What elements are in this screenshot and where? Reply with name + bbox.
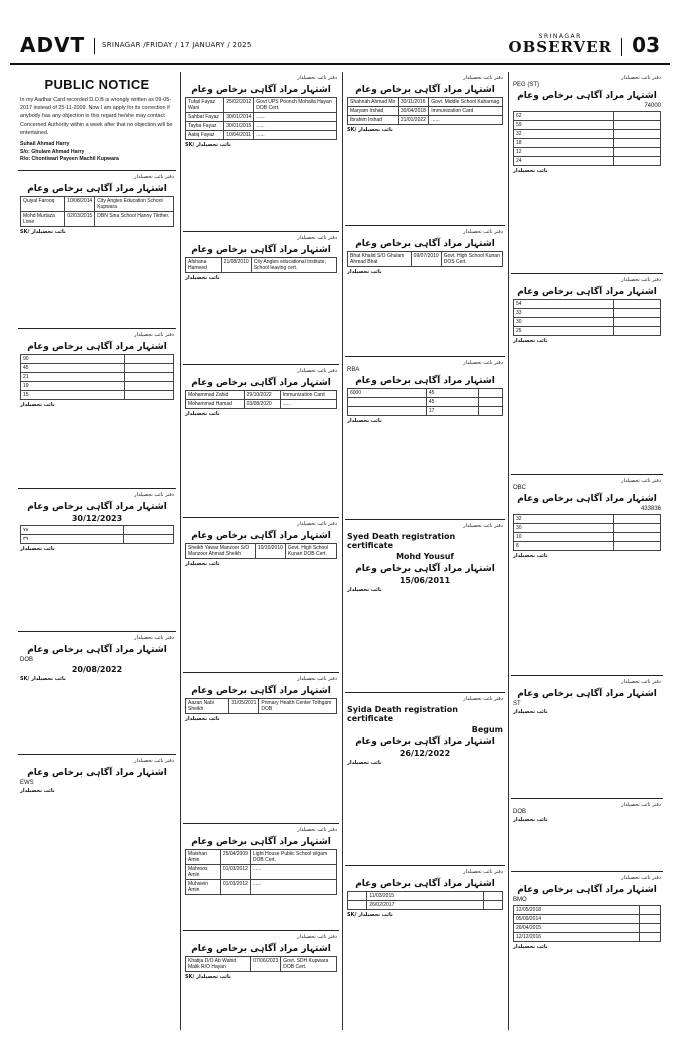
public-notice [18, 72, 176, 168]
table-row: Mahroos Amin 01/03/2012 ...... [186, 864, 337, 879]
notice-subject: دفتر نائب تحصیلدار [134, 174, 174, 180]
table-row: 62 [514, 111, 661, 120]
notice-heading: اشتہار مراد آگاہی برخاص وعام [355, 84, 495, 95]
public-notice-signature: Suhail Ahmad Harry S/o: Ghulam Ahmad Harry R/o: Chontiwari Payeen Machil Kupwara [20, 141, 119, 163]
public-notice-body: In my Aadhar Card recorded D.O.B is wrongly written as 09-05-2017 instead of 25-11-2009. Now I am apply for its correction if anybody has any objection in this regard he/she may contact Concerned Authority within a week after that no objection will be entertained. [20, 97, 173, 136]
notice-heading: اشتہار مراد آگاہی برخاص وعام [27, 501, 167, 512]
notice-signoff: SK/ نائب تحصیلدار [20, 228, 66, 235]
table-row: Afshana Hameed 21/08/2010 City Angles educational Institute, School leaving cert. [186, 257, 337, 272]
notice-table [185, 698, 337, 714]
notice [183, 823, 339, 927]
notice-heading: اشتہار مراد آگاہی برخاص وعام [355, 238, 495, 249]
notice-signoff: SK/ نائب تحصیلدار [20, 675, 66, 682]
column-2 [183, 72, 339, 1030]
notice-heading: اشتہار مراد آگاہی برخاص وعام [27, 183, 167, 194]
column-rule [508, 72, 509, 1030]
notice-subject: دفتر نائب تحصیلدار [621, 277, 661, 283]
table-row: 32 [514, 129, 661, 138]
notice-table [185, 849, 337, 895]
column-4 [511, 72, 663, 1030]
table-row: 12/05/2018 [514, 905, 661, 914]
notice-subject: دفتر نائب تحصیلدار [463, 229, 503, 235]
notice-subject: دفتر نائب تحصیلدار [463, 75, 503, 81]
table-row: Khatija D/O Ab Wahid Malik R/O Hayan 07/06/2023 Govt. SDH Kupwara DOB Cert. [186, 956, 337, 971]
notice-signoff: نائب تحصیلدار [513, 552, 548, 559]
notice-date: 15/06/2011 [399, 575, 451, 585]
notice-heading: اشتہار مراد آگاہی برخاص وعام [355, 375, 495, 386]
table-row: ۳۹ [21, 534, 174, 543]
notice-heading: اشتہار مراد آگاہی برخاص وعام [191, 244, 331, 255]
notice-signoff: نائب تحصیلدار [347, 417, 382, 424]
notice-label: DOB [20, 656, 34, 663]
notice-code: 433836 [640, 505, 661, 512]
table-row: 19 [21, 381, 174, 390]
notice-signoff: نائب تحصیلدار [347, 268, 382, 275]
notice [511, 273, 663, 471]
section-label: ADVT [20, 33, 86, 57]
notice-table [347, 388, 503, 416]
notice-subject: دفتر نائب تحصیلدار [463, 360, 503, 366]
table-row: 8 [514, 541, 661, 550]
notice [345, 356, 505, 516]
notice-heading: اشتہار مراد آگاہی برخاص وعام [191, 836, 331, 847]
notice-subject: دفتر نائب تحصیلدار [134, 332, 174, 338]
notice-signoff: نائب تحصیلدار [20, 401, 55, 408]
page-number: 03 [632, 33, 660, 57]
notice-label: BMO [513, 896, 527, 903]
notice-label: PEG (ST) [513, 81, 540, 88]
table-row: 20/04/2015 [514, 923, 661, 932]
notice-label: EWS [20, 779, 34, 786]
notice-heading: اشتہار مراد آگاہی برخاص وعام [517, 884, 657, 895]
table-row: 10 [514, 532, 661, 541]
notice [511, 474, 663, 672]
notice-table [185, 257, 337, 273]
notice [183, 72, 339, 228]
notice-signoff: نائب تحصیلدار [513, 943, 548, 950]
notice-heading: اشتہار مراد آگاہی برخاص وعام [27, 341, 167, 352]
notice-table [185, 390, 337, 409]
notice [183, 672, 339, 820]
notice-signoff: نائب تحصیلدار [513, 337, 548, 344]
table-row: Tayba Fayaz 30/01/2015 ...... [186, 121, 337, 130]
notice-date: 20/08/2022 [71, 664, 123, 674]
notice-heading: اشتہار مراد آگاہی برخاص وعام [517, 493, 657, 504]
table-row: Tufail Fayaz Wani 25/02/2012 Govt UPS Poonch Mohalla Hayan DOB Cert. [186, 97, 337, 112]
notice-heading: اشتہار مراد آگاہی برخاص وعام [355, 878, 495, 889]
notice-subject: دفتر نائب تحصیلدار [621, 802, 661, 808]
notice-subject: دفتر نائب تحصیلدار [297, 368, 337, 374]
table-row: Aatiq Fayaz 10/04/2011 ...... [186, 130, 337, 139]
notice-table [20, 196, 174, 227]
table-row: 12/12/2016 [514, 932, 661, 941]
notice [345, 225, 505, 353]
table-row: Mohammad Hamad 03/08/2020 ...... [186, 399, 337, 408]
table-row: Sahbat Fayaz 30/01/2014 ...... [186, 112, 337, 121]
notice [183, 231, 339, 361]
notice-table [513, 111, 661, 166]
newspaper-logo [509, 33, 612, 55]
notice-amount: 74000 [644, 102, 661, 109]
table-row: Ibrahim Irshad 21/01/2022 ...... [348, 115, 503, 124]
table-row: Muhsiein Amin 01/03/2012 ...... [186, 879, 337, 894]
notice-signoff: نائب تحصیلدار [513, 708, 548, 715]
notice [345, 692, 505, 862]
notice-signoff: SK/ نائب تحصیلدار [347, 126, 393, 133]
notice [183, 517, 339, 669]
deceased-name: Mohd Yousuf [396, 551, 454, 561]
table-row: Shahnah Ahmad Mir 30/11/2016 Govt. Middle School Kaharnag [348, 97, 503, 106]
notice-table [20, 525, 174, 544]
notice [18, 328, 176, 485]
notice-subject: دفتر نائب تحصیلدار [134, 635, 174, 641]
notice [511, 675, 663, 795]
table-row: 32 [514, 514, 661, 523]
table-row: 45 [348, 397, 503, 406]
notice-subject: دفتر نائب تحصیلدار [621, 679, 661, 685]
notice-label: ST [513, 700, 521, 707]
notice-heading: اشتہار مراد آگاہی برخاص وعام [355, 736, 495, 747]
notice-subject: دفتر نائب تحصیلدار [621, 478, 661, 484]
table-row: 15 [21, 390, 174, 399]
notice-subject: دفتر نائب تحصیلدار [297, 235, 337, 241]
notice-signoff: SK/ نائب تحصیلدار [347, 911, 393, 918]
notice [18, 170, 176, 325]
notice-table [513, 514, 661, 551]
notice-heading: اشتہار مراد آگاہی برخاص وعام [27, 644, 167, 655]
table-row: 12 [514, 147, 661, 156]
notice-date: 26/12/2022 [399, 748, 451, 758]
notice-label: RBA [347, 366, 360, 373]
logo-name: OBSERVER [508, 38, 612, 56]
notice [345, 865, 505, 1030]
table-row: 17 [348, 406, 503, 415]
table-row: Maishan Amin 25/04/2009 Light House Public School vilgam DOB Cert. [186, 849, 337, 864]
table-row: 24 [514, 156, 661, 165]
table-row: 05/09/2014 [514, 914, 661, 923]
notice-label: DOB [513, 808, 527, 815]
notice-signoff: نائب تحصیلدار [20, 545, 55, 552]
notice-subject: دفتر نائب تحصیلدار [297, 827, 337, 833]
dateline: SRINAGAR /FRIDAY / 17 JANUARY / 2025 [102, 41, 252, 49]
table-row: 90 [21, 354, 174, 363]
notice-table [347, 891, 503, 910]
public-notice-title: PUBLIC NOTICE [44, 77, 150, 92]
column-3 [345, 72, 505, 1030]
notice-signoff: نائب تحصیلدار [347, 759, 382, 766]
notice [511, 72, 663, 270]
notice-signoff: نائب تحصیلدار [20, 787, 55, 794]
notice-table [185, 543, 337, 559]
notice-heading: اشتہار مراد آگاہی برخاص وعام [191, 685, 331, 696]
masthead [10, 33, 670, 65]
notice-heading: اشتہار مراد آگاہی برخاص وعام [191, 377, 331, 388]
masthead-divider [94, 38, 95, 54]
notice-subject: دفتر نائب تحصیلدار [621, 75, 661, 81]
table-row: 6000 45 [348, 388, 503, 397]
notice-subject: دفتر نائب تحصیلدار [134, 758, 174, 764]
notice-signoff: نائب تحصیلدار [347, 586, 382, 593]
applicant-name: Syed Death registration certificate [347, 531, 456, 550]
masthead-divider [621, 38, 622, 56]
notice-table [185, 956, 337, 972]
notice-heading: اشتہار مراد آگاہی برخاص وعام [191, 943, 331, 954]
notice-heading: اشتہار مراد آگاہی برخاص وعام [517, 286, 657, 297]
table-row: Sheikh Yawar Manzoor S/O Manzoor Ahmad Sheikh 10/10/2010 Govt. High School Kunan DOB Cert. [186, 543, 337, 558]
notice-subject: دفتر نائب تحصیلدار [621, 875, 661, 881]
notice [511, 798, 663, 868]
table-row: Bhat Khalid S/O Ghulam Ahmad Bhat 09/07/2010 Govt. High School Kunan DOS Cert. [348, 251, 503, 266]
notice-subject: دفتر نائب تحصیلدار [297, 934, 337, 940]
table-row: 18 [514, 138, 661, 147]
notice-signoff: نائب تحصیلدار [185, 560, 220, 567]
notice-signoff: SK/ نائب تحصیلدار [185, 973, 231, 980]
notice-subject: دفتر نائب تحصیلدار [134, 492, 174, 498]
table-row: 30 [514, 523, 661, 532]
notice-table [20, 354, 174, 400]
notice-heading: اشتہار مراد آگاہی برخاص وعام [191, 530, 331, 541]
notice [345, 519, 505, 689]
applicant-name: Syida Death registration certificate [347, 704, 458, 723]
notice-table [513, 299, 661, 336]
notice-table [347, 97, 503, 125]
notice-label: OBC [513, 484, 527, 491]
notice-table [347, 251, 503, 267]
table-row: 26/02/2017 [348, 900, 503, 909]
notice-signoff: SK/ نائب تحصیلدار [185, 141, 231, 148]
notice-heading: اشتہار مراد آگاہی برخاص وعام [517, 90, 657, 101]
column-rule [342, 72, 343, 1030]
notice [511, 871, 663, 1030]
notice [345, 72, 505, 222]
notice-subject: دفتر نائب تحصیلدار [297, 521, 337, 527]
table-row: 59 [514, 120, 661, 129]
table-row: 30 [514, 317, 661, 326]
table-row: Mohd Murtaza Lone 02/03/2015 DBN Sina School Hanny Tikther. [21, 211, 174, 226]
column-rule [180, 72, 181, 1030]
table-row: 45 [21, 363, 174, 372]
notice-subject: دفتر نائب تحصیلدار [463, 696, 503, 702]
notice-signoff: نائب تحصیلدار [185, 410, 220, 417]
notice-heading: اشتہار مراد آگاہی برخاص وعام [191, 84, 331, 95]
notice-subject: دفتر نائب تحصیلدار [463, 523, 503, 529]
deceased-name: Begum [471, 724, 503, 734]
table-row: Maryam Irshad 30/04/2018 Immunization Card [348, 106, 503, 115]
notice-subject: دفتر نائب تحصیلدار [463, 869, 503, 875]
logo-city: SRINAGAR [538, 33, 582, 40]
notice-table [185, 97, 337, 140]
notice-subject: دفتر نائب تحصیلدار [297, 676, 337, 682]
notice [183, 930, 339, 1030]
column-1 [18, 72, 176, 1030]
notice [18, 754, 176, 1030]
notice-heading: اشتہار مراد آگاہی برخاص وعام [517, 688, 657, 699]
notice-signoff: نائب تحصیلدار [513, 816, 548, 823]
table-row: Quiyal Farooq 10/08/2014 City Angles Education School Kupwara [21, 196, 174, 211]
notice-signoff: نائب تحصیلدار [513, 167, 548, 174]
table-row: Aazan Nabi Sheikh 31/05/2021 Primary Health Center Tothgam DOB [186, 698, 337, 713]
notice-signoff: نائب تحصیلدار [185, 274, 220, 281]
table-row: 21 [21, 372, 174, 381]
notice [183, 364, 339, 514]
notice-subject: دفتر نائب تحصیلدار [297, 75, 337, 81]
table-row: 54 [514, 299, 661, 308]
notice-table [513, 905, 661, 942]
notice-signoff: نائب تحصیلدار [185, 715, 220, 722]
table-row: 11/03/2015 [348, 891, 503, 900]
notice-heading: اشتہار مراد آگاہی برخاص وعام [355, 563, 495, 574]
notice [18, 488, 176, 628]
table-row: 25 [514, 326, 661, 335]
notice-heading: اشتہار مراد آگاہی برخاص وعام [27, 767, 167, 778]
table-row: ۷۸ [21, 525, 174, 534]
table-row: Mohammad Zahid 29/10/2022 Immunization Card [186, 390, 337, 399]
notice-date: 30/12/2023 [71, 513, 123, 523]
table-row: 33 [514, 308, 661, 317]
notice [18, 631, 176, 751]
